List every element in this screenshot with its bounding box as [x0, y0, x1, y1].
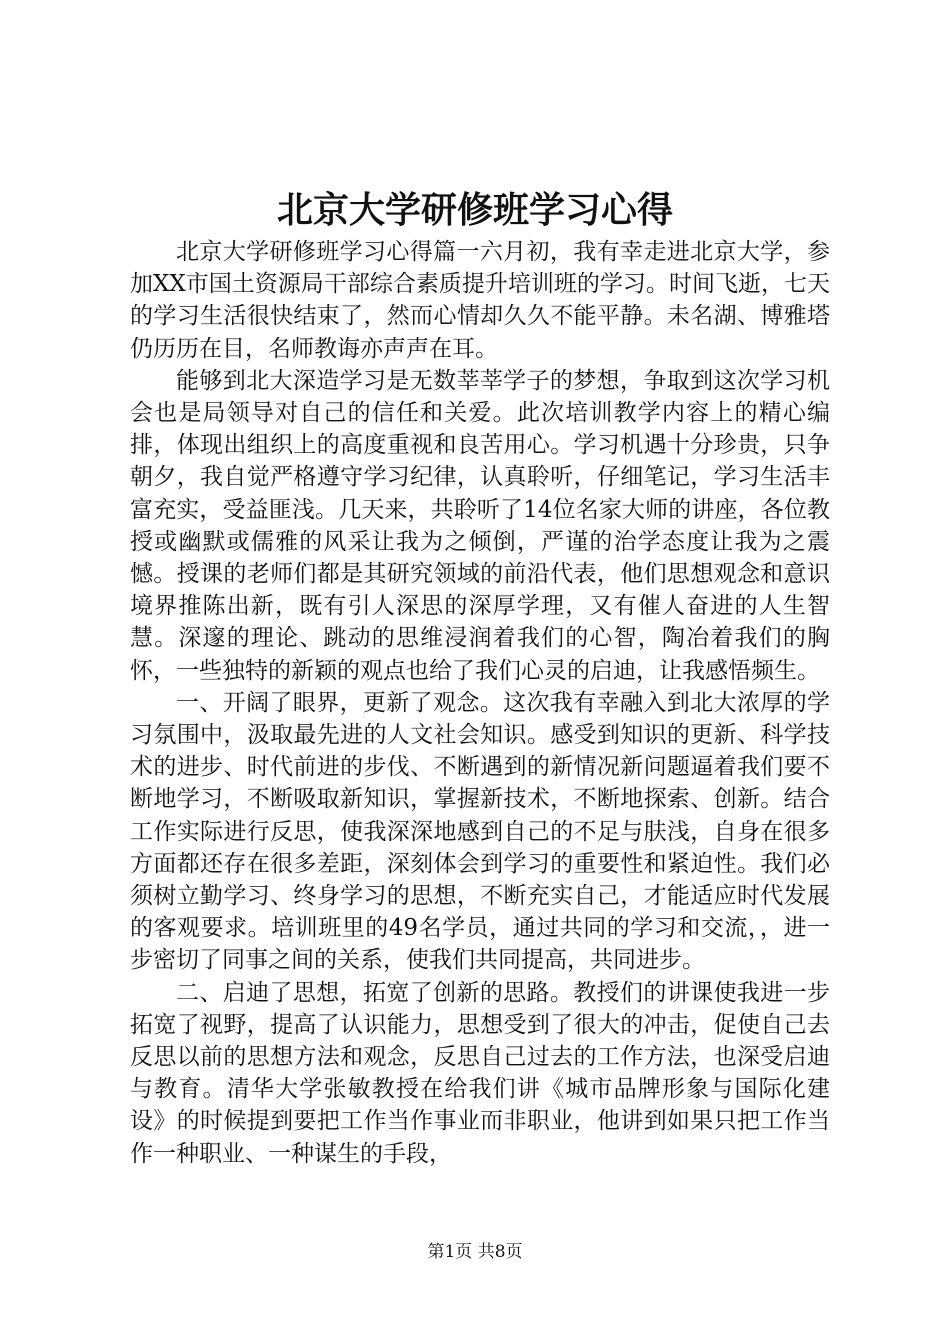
page-number-footer: 第1页 共8页 [427, 1242, 523, 1262]
paragraph-2: 能够到北大深造学习是无数莘莘学子的梦想，争取到这次学习机会也是局领导对自己的信任和关爱。此次培训教学内容上的精心编排，体现出组织上的高度重视和良苦用心。学习机遇十分珍贵，只争朝夕，我自觉严格遵守学习纪律，认真聆听，仔细笔记，学习生活丰富充实，受益匪浅。几天来，共聆听了14位名家大师的讲座，各位教授或幽默或儒雅的风采让我为之倾倒，严谨的治学态度让我为之震憾。授课的老师们都是其研究领域的前沿代表，他们思想观念和意识境界推陈出新，既有引人深思的深厚学理，又有催人奋进的人生智慧。深邃的理论、跳动的思维浸润着我们的心智，陶冶着我们的胸怀，一些独特的新颖的观点也给了我们心灵的启迪，让我感悟频生。 [130, 367, 830, 684]
paragraph-3: 一、开阔了眼界，更新了观念。这次我有幸融入到北大浓厚的学习氛围中，汲取最先进的人文社会知识。感受到知识的更新、科学技术的进步、时代前进的步伐、不断遇到的新情况新问题逼着我们要不断地学习，不断吸取新知识，掌握新技术，不断地探索、创新。结合工作实际进行反思，使我深深地感到自己的不足与肤浅，自身在很多方面都还存在很多差距，深刻体会到学习的重要性和紧迫性。我们必须树立勤学习、终身学习的思想，不断充实自己，才能适应时代发展的客观要求。培训班里的49名学员，通过共同的学习和交流，，进一步密切了同事之间的关系，使我们共同提高，共同进步。 [130, 689, 830, 974]
paragraph-4: 二、启迪了思想，拓宽了创新的思路。教授们的讲课使我进一步拓宽了视野，提高了认识能力，思想受到了很大的冲击，促使自己去反思以前的思想方法和观念，反思自己过去的工作方法，也深受启迪与教育。清华大学张敏教授在给我们讲《城市品牌形象与国际化建设》的时候提到要把工作当作事业而非职业，他讲到如果只把工作当作一种职业、一种谋生的手段， [130, 979, 830, 1167]
document-title: 北京大学研修班学习心得 [276, 189, 673, 231]
paragraph-1: 北京大学研修班学习心得篇一六月初，我有幸走进北京大学，参加XX市国土资源局干部综合素质提升培训班的学习。时间飞逝，七天的学习生活很快结束了，然而心情却久久不能平静。未名湖、博雅塔仍历历在目，名师教诲亦声声在耳。 [130, 239, 830, 362]
document-body [130, 236, 830, 1170]
